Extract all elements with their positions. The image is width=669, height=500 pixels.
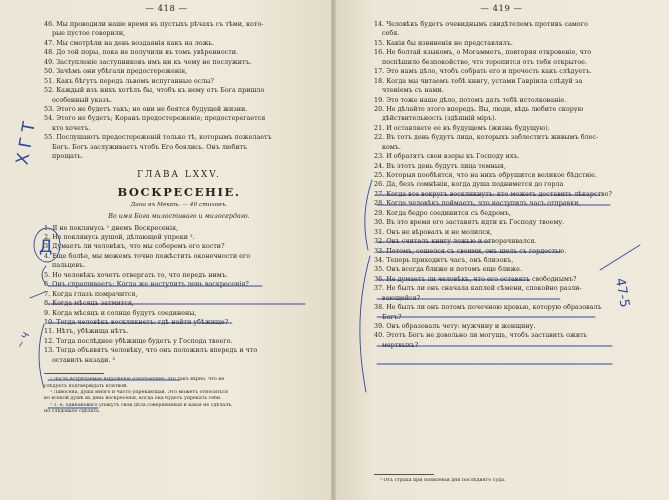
verse-line: комъ. <box>382 142 401 151</box>
text-line: Богъ. Богъ заслуживаетъ чтобъ Его боялись. Онъ любитъ <box>52 142 248 151</box>
left-text-column <box>44 20 314 415</box>
margin-note-top: Х Г Т <box>12 120 40 167</box>
margin-note-verse: ~ Ч <box>15 331 33 351</box>
verse-line: 8. Когда мѣсяцъ затмится, <box>44 299 134 308</box>
verse-line: 33. Потомъ, сошелся съ своими, онъ шелъ съ гордостью. <box>374 246 567 255</box>
verse-line: 36. Не думаетъ ли человѣкъ, что его оставятъ свободнымъ? <box>374 274 577 283</box>
verse-line: 19. Это тоже наше дѣло, потомъ дать тебѣ истолкованіе. <box>374 95 567 104</box>
verse-line: 20. Не дѣлайте этого впередъ. Вы, люди, вѣдь любите скорую <box>374 104 584 113</box>
text-line: 55. Послушаютъ предостереженій только тѣ, которымъ пожелаетъ <box>44 133 272 142</box>
chapter-subtitle: Дана въ Меккѣ. — 40 стиховъ. <box>130 201 228 208</box>
text-line: 51. Какъ бѣгутъ передъ львомъ испуганные ослы? <box>44 76 214 85</box>
verse-line: 23. И обратятъ свои взоры къ Господу ихъ. <box>374 152 520 161</box>
footnote-line: ¹ Отъ страха при появленіи дня послѣдняго суда. <box>380 478 506 483</box>
page-number-right: — 419 — <box>480 4 523 14</box>
text-line: прощать. <box>52 152 83 161</box>
verse-line: 6. Онъ спрашиваетъ: Когда же наступитъ день воскресенія? <box>44 280 249 289</box>
verse-line: 17. Это намъ дѣло, чтобъ собрать его и прочесть какъ слѣдуетъ. <box>374 67 592 76</box>
footnote-line: ³ Т. е. одинаковаго упакутъ свои дѣла совершенныя и какія не сдѣлалъ, <box>50 402 233 408</box>
verse-line: пальцевъ. <box>52 261 86 270</box>
verse-line: 1. Я не поклянусь ¹ днемъ Воскресенія, <box>44 223 179 232</box>
verse-line: 11. Нѣтъ, убѣжища нѣтъ. <box>44 327 129 336</box>
verse-line: 13. Тогда объявятъ человѣку, что онъ положилъ впередъ и что <box>44 346 258 355</box>
verse-line: 5. Но человѣкъ хочетъ отвергать то, что передъ нимъ. <box>44 270 228 279</box>
verse-line: 22. Въ тотъ день будутъ лица, которыхъ заблеститъ живымъ блес- <box>374 133 599 142</box>
chapter-heading: ГЛАВА LXXV. <box>137 169 221 180</box>
text-line: 52. Каждый изъ нихъ хотѣлъ бы, чтобъ къ нему отъ Бога пришло <box>44 86 265 95</box>
margin-note-mid: Д <box>39 237 53 257</box>
text-line: кто хочетъ. <box>52 123 91 132</box>
verse-line: 34. Теперь приходитъ часъ, онъ близокъ, <box>374 255 514 264</box>
verse-line: мертвыхъ? <box>382 340 419 349</box>
basmala: Во имя Бога милостиваго и милосердаго. <box>108 212 250 220</box>
text-line: 53. Этого не будетъ такъ; но они не боятся будущей жизни. <box>44 104 248 113</box>
verse-line: 7. Когда глазъ помрачится, <box>44 289 138 298</box>
verse-line: 32. Онъ считалъ книгу ложью и отворачивался. <box>374 237 537 246</box>
footnote-line: но слѣдовало сдѣлать. <box>44 409 101 415</box>
verse-line: 30. Въ это время его заставятъ идти къ Господу твоему. <box>374 218 565 227</box>
verse-line: 2. Не поклянусь душой, дѣлающей упреки ². <box>44 233 195 241</box>
verse-line: 21. И оставляете ее въ будущемъ (жизнь будущую). <box>374 123 550 132</box>
verse-line: 26. Да, безъ сомнѣнія, когда душа поднимется до горла <box>374 180 564 189</box>
verse-line: 15. Какія бы извиненія не представлялъ. <box>374 38 513 47</box>
right-footnotes <box>374 474 644 484</box>
verse-line: 38. Не былъ ли онъ потомъ почечною кровью, которую образовалъ <box>374 303 602 312</box>
text-line: 54. Этого не будетъ; Коранъ предостереженіе; предостерегается <box>44 114 266 123</box>
verse-line: 24. Въ этотъ день будутъ лица темныя, <box>374 161 506 170</box>
verse-line: 37. Не былъ ли онъ сначала каплей сѣмени, спокойно разли- <box>374 284 582 293</box>
book-gutter <box>331 0 336 500</box>
right-text-column <box>374 20 644 350</box>
verse-line: 14. Человѣкъ будетъ очевиднымъ свидѣтелемъ противъ самого <box>374 20 588 28</box>
footnote-line: слѣдуетъ подтверждать клятвой. <box>44 383 128 389</box>
verse-line: 3. Думаетъ ли человѣкъ, что мы соберемъ его кости? <box>44 242 225 251</box>
text-line: особенный указъ. <box>52 95 112 104</box>
footnote-line: ко всякой душѣ въ день воскресенія, когда она будетъ упрекать себя. <box>44 396 222 402</box>
page-number-left: — 418 — <box>145 4 188 14</box>
text-line: рые пустое говорили, <box>52 29 126 38</box>
text-line: 48. До той поры, пока не получили въ томъ увѣренности. <box>44 48 239 57</box>
text-line: 50. Зачѣмъ они убѣгали предостереженія, <box>44 67 188 76</box>
footnote-rule <box>44 373 104 374</box>
text-line: 46. Мы проводили наше время въ пустыхъ рѣчахъ съ тѣми, кото- <box>44 20 264 28</box>
text-line: 49. Заступленіе заступниковъ имъ ни къ чему не послужитъ. <box>44 57 252 66</box>
verse-line: 28. Когда человѣкъ поймаетъ, что наступилъ часъ отправки, <box>374 199 581 208</box>
verse-line: 39. Онъ образовалъ чету: мужчину и женщину. <box>374 322 536 330</box>
verse-line: 12. Тогда послѣднее убѣжище будетъ у Господа твоего. <box>44 336 233 345</box>
verse-line: вающейся? <box>382 293 420 302</box>
verse-line: себя. <box>382 29 400 38</box>
verse-line: 10. Тогда человѣкъ воскликнетъ: гдѣ найти убѣжище? <box>44 317 229 326</box>
verse-line: оставилъ назади. ³ <box>52 355 115 364</box>
verse-line: Богъ? <box>382 312 402 321</box>
verse-line: 29. Когда бедро соединится съ бедромъ, <box>374 208 511 217</box>
text-line: 47. Мы смотрѣли на день воздаянія какъ на ложь. <box>44 38 215 47</box>
footnote-line: ² Лавосена, душа много и часто упрекающая. Это можетъ относиться <box>50 389 229 395</box>
verse-line: 25. Которыя пообѣятся, что на нихъ обрушится великое бѣдствіе. <box>374 171 597 179</box>
verse-line: 27. Когда все вокругъ воскликнутъ: кто можетъ доставить лѣкарство? <box>374 189 612 198</box>
margin-note-right: 47-5 <box>611 277 632 309</box>
verse-line: 4. Еще болѣе, мы можемъ точно пожѣстить оконечности его <box>44 251 251 260</box>
verse-line: 9. Когда мѣсяцъ и солнце будутъ соединены, <box>44 308 197 317</box>
verse-line: 16. Не болтай языкомъ, о Могамметъ, повторяя откровеніе, что <box>374 48 592 57</box>
verse-line: 31. Онъ не вѣровалъ и не молился, <box>374 227 493 236</box>
chapter-title: ВОСКРЕСЕНІЕ. <box>117 184 241 199</box>
left-page <box>0 0 333 500</box>
right-page <box>334 0 669 500</box>
footnote-rule <box>374 474 434 475</box>
verse-line: 40. Этотъ Богъ не довольно ли могущъ, чтобъ заставить ожить <box>374 331 588 340</box>
verse-line: 35. Онъ всегда ближе и потомъ еще ближе. <box>374 265 522 274</box>
verse-line: чтеніемъ съ нами. <box>382 86 444 95</box>
verse-line: дѣйствительность (здѣшній міръ). <box>382 114 497 123</box>
verse-line: поспѣшило безпокойство, что торопится отъ тебя открытое. <box>382 57 587 66</box>
verse-line: 18. Когда мы читаемъ тебѣ книгу, устами Гавріила слѣдуй за <box>374 76 583 85</box>
footnote-line: ¹ Часто встрѣчаемое выраженіе означающее: это такъ вѣрно, что не <box>50 377 225 383</box>
